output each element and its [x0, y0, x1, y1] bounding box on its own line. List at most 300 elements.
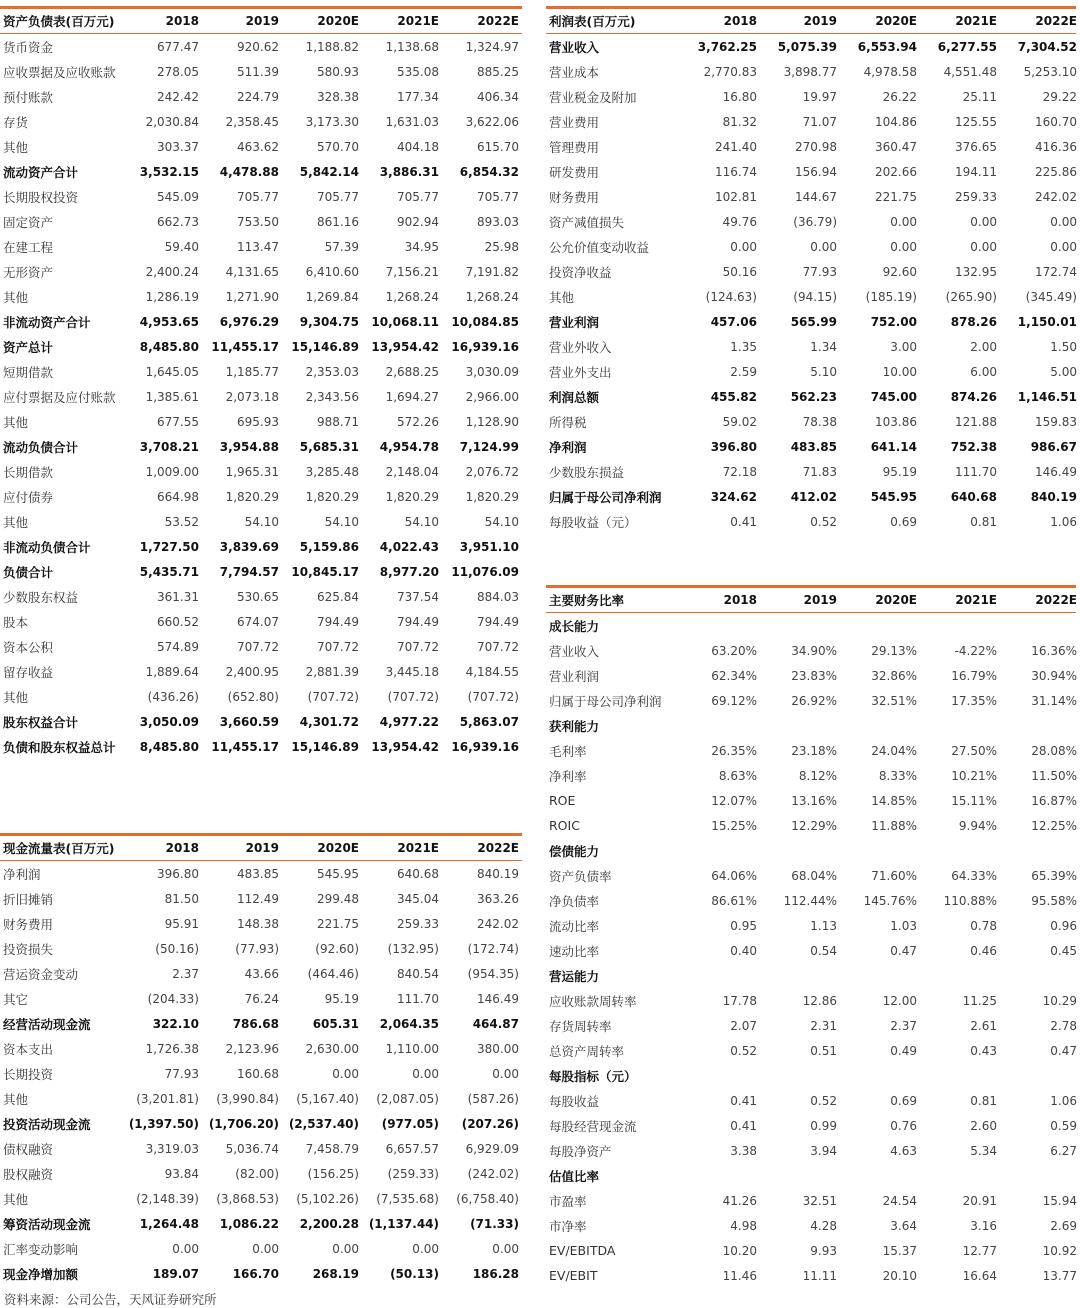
cell-value: 29.13% [871, 643, 917, 658]
cell-value: 6,929.09 [465, 1141, 519, 1156]
year-header: 2020E [317, 841, 359, 855]
cell-value: (50.16) [155, 941, 199, 956]
row-label: 应付债券 [3, 489, 54, 505]
table-row [0, 1261, 522, 1286]
cell-value: 1,138.68 [385, 39, 439, 54]
cell-value: 4,301.72 [299, 714, 359, 729]
cell-value: 11.88% [871, 818, 917, 833]
table-row [0, 259, 522, 284]
row-label: 少数股东权益 [3, 589, 79, 605]
cell-value: 0.46 [970, 943, 997, 958]
table-row [546, 359, 1076, 384]
cell-value: 77.93 [802, 264, 837, 279]
cell-value: 34.90% [791, 643, 837, 658]
cell-value: 104.86 [875, 114, 917, 129]
cell-value: 9.94% [958, 818, 997, 833]
cell-value: 464.87 [472, 1016, 519, 1031]
cell-value: 4,131.65 [225, 264, 279, 279]
cell-value: 7,191.82 [465, 264, 519, 279]
cell-value: (3,201.81) [136, 1091, 199, 1106]
table-row [0, 209, 522, 234]
cell-value: 662.73 [157, 214, 199, 229]
cell-value: 1,268.24 [385, 289, 439, 304]
cell-value: 376.65 [955, 139, 997, 154]
cell-value: 12.25% [1031, 818, 1077, 833]
table-row [0, 1011, 522, 1036]
table-row [546, 1188, 1076, 1213]
cell-value: (265.90) [945, 289, 997, 304]
table-row [546, 638, 1076, 663]
cell-value: 0.00 [730, 239, 757, 254]
cell-value: (3,868.53) [216, 1191, 279, 1206]
cell-value: 1,286.19 [145, 289, 199, 304]
row-label: 流动负债合计 [3, 439, 79, 455]
cell-value: 224.79 [237, 89, 279, 104]
cell-value: 640.68 [950, 489, 997, 504]
cell-value: (6,758.40) [456, 1191, 519, 1206]
cell-value: 121.88 [955, 414, 997, 429]
cell-value: 2,353.03 [305, 364, 359, 379]
cell-value: 0.00 [172, 1241, 199, 1256]
cell-value: 1,645.05 [145, 364, 199, 379]
cell-value: 412.02 [790, 489, 837, 504]
cell-value: 0.69 [890, 1093, 917, 1108]
row-label: 投资净收益 [549, 264, 612, 280]
cell-value: 406.34 [477, 89, 519, 104]
cell-value: 159.83 [1035, 414, 1077, 429]
table-row [546, 159, 1076, 184]
cell-value: 13,954.42 [371, 339, 439, 354]
cell-value: 186.28 [472, 1266, 519, 1281]
cell-value: 3,319.03 [145, 1141, 199, 1156]
cell-value: (156.25) [307, 1166, 359, 1181]
cell-value: 63.20% [711, 643, 757, 658]
cell-value: 2.07 [730, 1018, 757, 1033]
cell-value: 0.00 [810, 239, 837, 254]
cell-value: 6.27 [1050, 1143, 1077, 1158]
row-label: 长期投资 [3, 1066, 54, 1082]
cell-value: 12.29% [791, 818, 837, 833]
cell-value: 6,657.57 [385, 1141, 439, 1156]
row-label: 少数股东损益 [549, 464, 625, 480]
cell-value: 71.60% [871, 868, 917, 883]
cell-value: (132.95) [387, 941, 439, 956]
table-row [0, 1036, 522, 1061]
cell-value: 148.38 [237, 916, 279, 931]
cell-value: 1,820.29 [225, 489, 279, 504]
row-label: 市盈率 [549, 1193, 587, 1209]
cell-value: 225.86 [1035, 164, 1077, 179]
cell-value: 0.00 [412, 1241, 439, 1256]
cell-value: 299.48 [317, 891, 359, 906]
cell-value: (345.49) [1025, 289, 1077, 304]
cell-value: 303.37 [157, 139, 199, 154]
cell-value: 794.49 [477, 614, 519, 629]
table-row [546, 259, 1076, 284]
cell-value: 463.62 [237, 139, 279, 154]
table-header-row [0, 9, 522, 34]
cell-value: 25.11 [962, 89, 997, 104]
cell-value: (1,706.20) [208, 1116, 279, 1131]
cell-value: (259.33) [387, 1166, 439, 1181]
table-row [546, 409, 1076, 434]
row-label: 负债合计 [3, 564, 54, 580]
table-row [546, 334, 1076, 359]
cell-value: 893.03 [477, 214, 519, 229]
row-label: 营业费用 [549, 114, 600, 130]
cell-value: 81.50 [164, 891, 199, 906]
row-label: 净利润 [3, 866, 41, 882]
cell-value: 7,304.52 [1017, 39, 1077, 54]
row-label: 财务费用 [3, 916, 54, 932]
table-row [0, 1136, 522, 1161]
table-row [546, 738, 1076, 763]
row-label: 其他 [3, 414, 29, 430]
table-row [546, 109, 1076, 134]
cell-value: 16,939.16 [451, 339, 519, 354]
table-header-row [0, 836, 522, 861]
row-label: 速动比率 [549, 943, 600, 959]
cell-value: (464.46) [307, 966, 359, 981]
cell-value: 15.94 [1042, 1193, 1077, 1208]
cell-value: 3.94 [810, 1143, 837, 1158]
cell-value: (242.02) [467, 1166, 519, 1181]
cell-value: 166.70 [232, 1266, 279, 1281]
table-row [0, 1236, 522, 1261]
cell-value: 29.22 [1042, 89, 1077, 104]
cell-value: 71.07 [802, 114, 837, 129]
cell-value: 242.02 [1035, 189, 1077, 204]
cell-value: 605.31 [312, 1016, 359, 1031]
row-label: ROE [549, 793, 576, 808]
cell-value: 26.92% [791, 693, 837, 708]
row-label: 每股收益 [549, 1093, 600, 1109]
cell-value: 416.36 [1035, 139, 1077, 154]
cell-value: 5,036.74 [225, 1141, 279, 1156]
cell-value: 511.39 [237, 64, 279, 79]
row-label: 预付账款 [3, 89, 54, 105]
cell-value: 15,146.89 [291, 339, 359, 354]
table-row [0, 84, 522, 109]
cell-value: 705.77 [237, 189, 279, 204]
cell-value: 112.49 [237, 891, 279, 906]
cell-value: 574.89 [157, 639, 199, 654]
table-row [546, 1113, 1076, 1138]
row-label: 现金净增加额 [3, 1266, 79, 1282]
cell-value: 745.00 [870, 389, 917, 404]
cell-value: 24.04% [871, 743, 917, 758]
row-label: 长期借款 [3, 464, 54, 480]
cell-value: 76.24 [244, 991, 279, 1006]
cell-value: 110.88% [943, 893, 997, 908]
cell-value: 3,030.09 [465, 364, 519, 379]
row-label: 资产总计 [3, 339, 54, 355]
cell-value: 278.05 [157, 64, 199, 79]
table-row [0, 1161, 522, 1186]
cell-value: 705.77 [317, 189, 359, 204]
cell-value: (652.80) [227, 689, 279, 704]
row-label: 经营活动现金流 [3, 1016, 91, 1032]
cell-value: 753.50 [237, 214, 279, 229]
cell-value: 2,123.96 [225, 1041, 279, 1056]
cell-value: 752.38 [950, 439, 997, 454]
cell-value: 6,553.94 [857, 39, 917, 54]
cell-value: 5.34 [970, 1143, 997, 1158]
section-header-row [546, 963, 1076, 988]
cell-value: 0.00 [970, 214, 997, 229]
table-header-row [546, 588, 1076, 613]
row-label: 负债和股东权益总计 [3, 739, 116, 755]
cell-value: 0.00 [890, 239, 917, 254]
cell-value: 840.54 [397, 966, 439, 981]
cell-value: 10.29 [1042, 993, 1077, 1008]
cell-value: 11.46 [722, 1268, 757, 1283]
table-row [546, 1038, 1076, 1063]
cell-value: 43.66 [244, 966, 279, 981]
table-row [546, 788, 1076, 813]
row-label: 营业收入 [549, 39, 600, 55]
row-label: 成长能力 [549, 618, 600, 634]
row-label: 汇率变动影响 [3, 1241, 79, 1257]
cell-value: 5,159.86 [299, 539, 359, 554]
cell-value: 20.91 [962, 1193, 997, 1208]
table-row [0, 861, 522, 886]
cell-value: 0.47 [890, 943, 917, 958]
cell-value: 10.92 [1042, 1243, 1077, 1258]
cell-value: 1,726.38 [145, 1041, 199, 1056]
cell-value: 172.74 [1035, 264, 1077, 279]
cell-value: 0.59 [1050, 1118, 1077, 1133]
cell-value: 12.86 [802, 993, 837, 1008]
cell-value: 9.93 [810, 1243, 837, 1258]
cell-value: 111.70 [397, 991, 439, 1006]
cell-value: 677.55 [157, 414, 199, 429]
cell-value: 0.45 [1050, 943, 1077, 958]
cell-value: 111.70 [955, 464, 997, 479]
cell-value: 0.76 [890, 1118, 917, 1133]
cell-value: 0.00 [1050, 239, 1077, 254]
table-row [0, 659, 522, 684]
cell-value: 2,148.04 [385, 464, 439, 479]
cell-value: 0.78 [970, 918, 997, 933]
table-row [0, 936, 522, 961]
cell-value: 5,842.14 [299, 164, 359, 179]
row-label: 每股净资产 [549, 1143, 612, 1159]
cell-value: 8,485.80 [139, 739, 199, 754]
cell-value: 0.96 [1050, 918, 1077, 933]
cell-value: 270.98 [795, 139, 837, 154]
cell-value: 16.36% [1031, 643, 1077, 658]
row-label: 总资产周转率 [549, 1043, 625, 1059]
cell-value: 2,030.84 [145, 114, 199, 129]
year-header: 2022E [1035, 14, 1077, 28]
cell-value: 95.19 [882, 464, 917, 479]
cell-value: 202.66 [875, 164, 917, 179]
table-row [0, 434, 522, 459]
cell-value: 145.76% [863, 893, 917, 908]
cell-value: 0.41 [730, 1093, 757, 1108]
year-header: 2020E [875, 593, 917, 607]
cell-value: 4.98 [730, 1218, 757, 1233]
cell-value: 10,845.17 [291, 564, 359, 579]
cell-value: 2,400.24 [145, 264, 199, 279]
cell-value: 324.62 [710, 489, 757, 504]
cell-value: 1,086.22 [219, 1216, 279, 1231]
cell-value: 5,075.39 [777, 39, 837, 54]
table-row [546, 1138, 1076, 1163]
table-row [0, 1061, 522, 1086]
cell-value: 8.33% [878, 768, 917, 783]
cell-value: 160.70 [1035, 114, 1077, 129]
row-label: 每股指标（元） [549, 1068, 637, 1084]
year-header: 2018 [165, 14, 199, 28]
table-row [546, 34, 1076, 59]
cell-value: 2,343.56 [305, 389, 359, 404]
cell-value: 0.00 [332, 1066, 359, 1081]
cell-value: 125.55 [955, 114, 997, 129]
cell-value: (707.72) [307, 689, 359, 704]
cell-value: 1,820.29 [385, 489, 439, 504]
row-label: 营运资金变动 [3, 966, 79, 982]
cell-value: 677.47 [157, 39, 199, 54]
cell-value: 0.00 [492, 1066, 519, 1081]
cell-value: (5,102.26) [296, 1191, 359, 1206]
cell-value: (7,535.68) [376, 1191, 439, 1206]
table-row [0, 684, 522, 709]
cell-value: 572.26 [397, 414, 439, 429]
cell-value: 2,200.28 [299, 1216, 359, 1231]
cell-value: 16.79% [951, 668, 997, 683]
table-row [546, 484, 1076, 509]
income-statement-table [546, 6, 1076, 534]
cell-value: 2.37 [890, 1018, 917, 1033]
cell-value: 0.41 [730, 1118, 757, 1133]
cell-value: 72.18 [722, 464, 757, 479]
cell-value: 1,271.90 [225, 289, 279, 304]
cell-value: 177.34 [397, 89, 439, 104]
cell-value: 0.51 [810, 1043, 837, 1058]
cell-value: (204.33) [147, 991, 199, 1006]
cell-value: 986.67 [1030, 439, 1077, 454]
row-label: 其它 [3, 991, 29, 1007]
row-label: ROIC [549, 818, 580, 833]
cell-value: 0.40 [730, 943, 757, 958]
table-row [546, 1013, 1076, 1038]
table-row [0, 609, 522, 634]
cell-value: 6,976.29 [219, 314, 279, 329]
cell-value: 840.19 [477, 866, 519, 881]
table-row [0, 709, 522, 734]
cell-value: 5.10 [810, 364, 837, 379]
cell-value: 1.50 [1050, 339, 1077, 354]
cell-value: 34.95 [404, 239, 439, 254]
cell-value: 102.81 [715, 189, 757, 204]
cell-value: 54.10 [484, 514, 519, 529]
row-label: 利润总额 [549, 389, 600, 405]
table-title: 资产负债表(百万元) [3, 14, 115, 29]
cell-value: 59.02 [722, 414, 757, 429]
cell-value: 3,173.30 [305, 114, 359, 129]
table-row [546, 509, 1076, 534]
table-row [0, 1111, 522, 1136]
cell-value: 1,820.29 [305, 489, 359, 504]
cell-value: 707.72 [237, 639, 279, 654]
cell-value: 27.50% [951, 743, 997, 758]
cell-value: 20.10 [882, 1268, 917, 1283]
source-footnote: 资料来源：公司公告，天风证券研究所 [4, 1292, 217, 1307]
cell-value: 1.06 [1050, 514, 1077, 529]
cell-value: 4,022.43 [379, 539, 439, 554]
cell-value: (5,167.40) [296, 1091, 359, 1106]
cell-value: 1,268.24 [465, 289, 519, 304]
cell-value: 2,358.45 [225, 114, 279, 129]
cell-value: 9,304.75 [299, 314, 359, 329]
table-row [0, 559, 522, 584]
row-label: 研发费用 [549, 164, 600, 180]
cell-value: 12.07% [711, 793, 757, 808]
row-label: 公允价值变动收益 [549, 239, 650, 255]
cell-value: 10,068.11 [371, 314, 439, 329]
cell-value: 2,966.00 [465, 389, 519, 404]
row-label: 折旧摊销 [3, 891, 54, 907]
cell-value: 26.35% [711, 743, 757, 758]
cell-value: 0.81 [970, 1093, 997, 1108]
cell-value: 7,458.79 [305, 1141, 359, 1156]
table-row [0, 459, 522, 484]
table-row [0, 234, 522, 259]
cell-value: 3,839.69 [219, 539, 279, 554]
cell-value: 794.49 [397, 614, 439, 629]
table-title: 现金流量表(百万元) [3, 841, 115, 856]
cell-value: 885.25 [477, 64, 519, 79]
cell-value: 242.42 [157, 89, 199, 104]
cell-value: 3.64 [890, 1218, 917, 1233]
cell-value: 146.49 [477, 991, 519, 1006]
cell-value: 10.20 [722, 1243, 757, 1258]
table-row [0, 159, 522, 184]
table-row [0, 634, 522, 659]
cell-value: 8,485.80 [139, 339, 199, 354]
cell-value: 396.80 [710, 439, 757, 454]
cell-value: 4,978.58 [863, 64, 917, 79]
table-row [546, 234, 1076, 259]
cell-value: 50.16 [722, 264, 757, 279]
cell-value: (36.79) [793, 214, 837, 229]
cell-value: 2,770.83 [703, 64, 757, 79]
cell-value: 32.51 [802, 1193, 837, 1208]
cell-value: 15,146.89 [291, 739, 359, 754]
cell-value: 360.47 [875, 139, 917, 154]
cell-value: 3,898.77 [783, 64, 837, 79]
cell-value: 95.19 [324, 991, 359, 1006]
table-row [546, 688, 1076, 713]
cell-value: 11.50% [1031, 768, 1077, 783]
row-label: 其他 [3, 289, 29, 305]
row-label: 营业利润 [549, 314, 600, 330]
cell-value: 565.99 [790, 314, 837, 329]
cell-value: 1,889.64 [145, 664, 199, 679]
cell-value: 1,965.31 [225, 464, 279, 479]
cell-value: 0.00 [412, 1066, 439, 1081]
cell-value: 7,156.21 [385, 264, 439, 279]
cell-value: 3,532.15 [139, 164, 199, 179]
cell-value: 4.28 [810, 1218, 837, 1233]
cell-value: 5,685.31 [299, 439, 359, 454]
cell-value: 1,385.61 [145, 389, 199, 404]
cell-value: 59.40 [164, 239, 199, 254]
cell-value: 4.63 [890, 1143, 917, 1158]
cell-value: 32.51% [871, 693, 917, 708]
